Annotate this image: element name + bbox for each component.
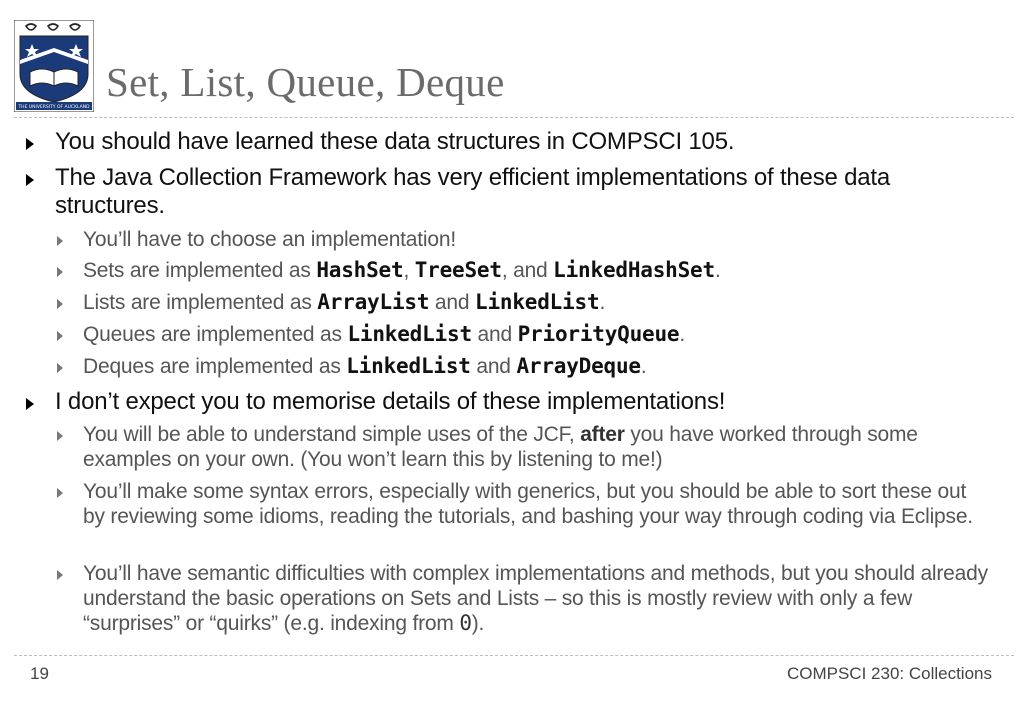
code-term: LinkedList [347, 322, 472, 346]
text-segment: . [679, 323, 686, 346]
text-segment: You’ll have semantic difficulties with complex implementations and methods, but you should already understand the basic operations on Sets and Lists – so this is mostly review with only a few “surprises” or “quirks” (e.g. indexing from [83, 562, 988, 635]
bullet-text: I don’t expect you to memorise details of these implementations! [55, 388, 726, 415]
code-term: TreeSet [414, 258, 502, 282]
slide-title: Set, List, Queue, Deque [106, 59, 505, 105]
text-segment: You will be able to understand simple uses of the JCF, [83, 423, 581, 446]
bullet-arrow-icon [26, 138, 34, 150]
sub-bullet-arrow-icon [57, 236, 63, 246]
header-divider [14, 117, 1014, 118]
sub-bullet-text [83, 322, 993, 347]
text-segment: . [599, 291, 606, 314]
logo-text: THE UNIVERSITY OF AUCKLAND [18, 105, 90, 110]
text-segment: , [403, 259, 415, 282]
code-term: ArrayDeque [516, 354, 641, 378]
code-term: 0 [459, 611, 472, 635]
bullet-text: The Java Collection Framework has very efficient implementations of these data structures. [55, 164, 891, 219]
text-segment: you have worked through some examples on your own. (You won’t learn this by listening to me!) [83, 423, 918, 471]
sub-bullet-arrow-icon [57, 570, 63, 580]
text-segment: ). [471, 612, 485, 635]
sub-bullet-arrow-icon [57, 363, 63, 373]
text-segment: Deques are implemented as [83, 355, 347, 378]
sub-bullet-arrow-icon [57, 431, 63, 441]
sub-bullet-text: You’ll have to choose an implementation! [83, 228, 456, 251]
bullet-arrow-icon [26, 398, 34, 410]
university-logo [14, 20, 94, 112]
sub-bullet-text: You’ll make some syntax errors, especially with generics, but you should be able to sort these out by reviewing some idioms, reading the tutorials, and bashing your way through coding via Eclipse. [83, 480, 973, 528]
sub-bullet-arrow-icon [57, 299, 63, 309]
emphasis-text: after [580, 423, 625, 446]
text-segment: Sets are implemented as [83, 259, 317, 282]
text-segment: . [714, 259, 721, 282]
sub-bullet-text [83, 422, 993, 472]
sub-bullet-text [83, 290, 993, 315]
course-footer: COMPSCI 230: Collections [786, 664, 992, 683]
code-term: HashSet [316, 258, 404, 282]
sub-bullet-arrow-icon [57, 267, 63, 277]
text-segment: Queues are implemented as [83, 323, 348, 346]
text-segment: and [470, 355, 517, 378]
text-segment: and [471, 323, 518, 346]
sub-bullet-arrow-icon [57, 488, 63, 498]
bullet-arrow-icon [26, 174, 34, 186]
text-segment: , and [501, 259, 554, 282]
text-segment: Lists are implemented as [83, 291, 318, 314]
code-term: LinkedHashSet [553, 258, 715, 282]
code-term: LinkedList [475, 290, 600, 314]
code-term: ArrayList [317, 290, 430, 314]
sub-bullet-text [83, 258, 993, 283]
code-term: PriorityQueue [517, 322, 680, 346]
sub-bullet-text [83, 354, 993, 379]
code-term: LinkedList [346, 354, 471, 378]
text-segment: . [640, 355, 647, 378]
bullet-text: You should have learned these data structures in COMPSCI 105. [55, 128, 735, 155]
sub-bullet-arrow-icon [57, 331, 63, 341]
slide-number: 19 [30, 664, 49, 683]
sub-bullet-text [83, 561, 993, 636]
text-segment: and [429, 291, 475, 314]
footer-divider [14, 655, 1014, 656]
